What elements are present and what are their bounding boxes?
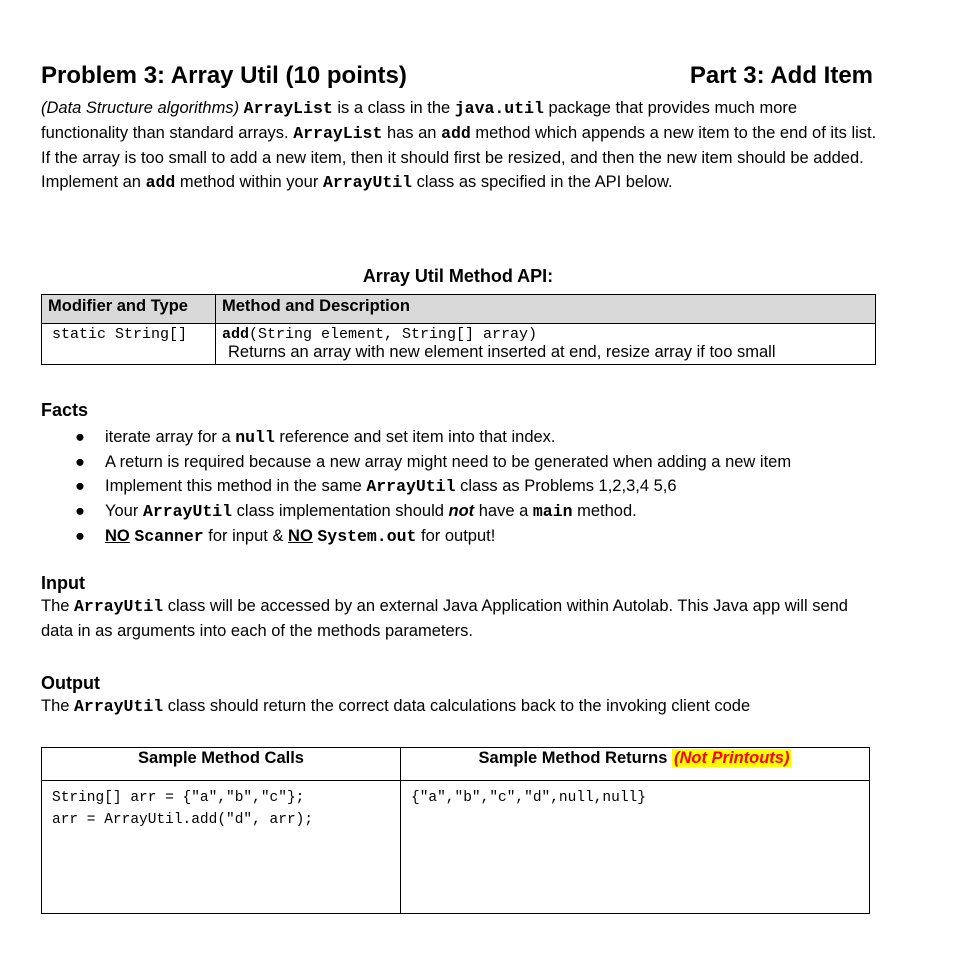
api-row-method <box>216 324 876 365</box>
api-signature <box>222 326 869 343</box>
facts-section <box>41 400 901 549</box>
fact-text: A return is required because a new array might need to be generated when adding a new item <box>105 453 792 471</box>
output-text: The <box>41 697 75 715</box>
list-item <box>75 474 901 499</box>
code-line: {"a","b","c","d",null,null} <box>411 790 646 806</box>
sample-header-row <box>42 748 870 781</box>
api-col-method: Method and Description <box>216 295 876 324</box>
problem-title: Problem 3: Array Util (10 points) <box>41 62 407 89</box>
intro-text: has an <box>382 124 442 142</box>
fact-text: have a <box>474 502 533 520</box>
intro-text: method which appends a new item to the end of its list. If the array is too small to add a new item, then it should first be resized, and then the new item should be added. Implement an <box>41 124 877 191</box>
code-line: arr = ArrayUtil.add("d", arr); <box>52 812 314 828</box>
fact-text: Implement this method in the same <box>105 477 367 495</box>
fact-text: class as Problems 1,2,3,4 5,6 <box>455 477 677 495</box>
sample-table <box>41 747 870 914</box>
fact-code: ArrayUtil <box>142 502 233 521</box>
api-header-row <box>42 295 876 324</box>
api-row-modifier: static String[] <box>42 324 216 365</box>
fact-code: main <box>532 502 573 521</box>
fact-text: method. <box>572 502 637 520</box>
output-text: class should return the correct data calculations back to the invoking client code <box>163 697 751 715</box>
input-heading: Input <box>41 573 85 593</box>
sample-col-calls: Sample Method Calls <box>42 748 401 781</box>
input-code: ArrayUtil <box>74 597 164 616</box>
list-item <box>75 524 901 549</box>
intro-code: ArrayList <box>293 124 383 143</box>
intro-text: is a class in the <box>332 99 455 117</box>
intro-code: ArrayUtil <box>322 173 413 192</box>
part-title: Part 3: Add Item <box>689 62 873 89</box>
api-method-name: add <box>222 326 250 343</box>
intro-italic: (Data Structure algorithms) <box>41 99 240 117</box>
fact-text: Your <box>105 502 143 520</box>
output-heading: Output <box>41 673 100 693</box>
api-table <box>41 294 876 365</box>
not-printouts-badge: (Not Printouts) <box>673 749 790 767</box>
bullet-icon: ● <box>75 428 85 446</box>
api-heading: Array Util Method API: <box>362 266 554 286</box>
fact-text: iterate array for a <box>105 428 236 446</box>
intro-code: java.util <box>454 99 544 118</box>
fact-emphasis: not <box>448 502 475 520</box>
api-col-modifier: Modifier and Type <box>42 295 216 324</box>
bullet-icon: ● <box>75 477 85 495</box>
list-item <box>75 450 901 474</box>
input-section <box>41 573 881 643</box>
api-description: Returns an array with new element inserted at end, resize array if too small <box>228 343 776 361</box>
sample-calls-cell <box>42 781 401 914</box>
intro-code: ArrayList <box>243 99 333 118</box>
fact-code: System.out <box>317 527 417 546</box>
code-line: String[] arr = {"a","b","c"}; <box>52 790 305 806</box>
fact-code: ArrayUtil <box>366 477 456 496</box>
fact-no: NO <box>288 527 313 545</box>
fact-text: for input & <box>203 527 289 545</box>
output-section <box>41 673 881 719</box>
intro-code: add <box>145 173 176 192</box>
list-item <box>75 499 901 524</box>
api-method-params: (String element, String[] array) <box>249 326 538 343</box>
intro-text: package that provides much more functionality than standard arrays. <box>41 99 798 142</box>
sample-col-returns <box>401 748 870 781</box>
bullet-icon: ● <box>75 453 85 471</box>
facts-heading: Facts <box>41 400 89 420</box>
list-item <box>75 425 901 450</box>
output-paragraph <box>41 694 881 719</box>
bullet-icon: ● <box>75 502 85 520</box>
intro-code: add <box>441 124 471 143</box>
intro-text: class as specified in the API below. <box>412 173 673 191</box>
title-row <box>41 62 873 96</box>
intro-text: method within your <box>175 173 323 191</box>
output-code: ArrayUtil <box>74 697 164 716</box>
fact-no: NO <box>105 527 130 545</box>
input-paragraph <box>41 594 881 643</box>
sample-row <box>42 781 870 914</box>
input-text: The <box>41 597 75 615</box>
sample-returns-label: Sample Method Returns <box>478 749 668 767</box>
facts-list <box>41 425 901 549</box>
fact-text: for output! <box>416 527 496 545</box>
input-text: class will be accessed by an external Java Application within Autolab. This Java app will send data in as arguments into each of the methods parameters. <box>41 597 848 640</box>
fact-text: reference and set item into that index. <box>274 428 556 446</box>
fact-text: class implementation should <box>232 502 449 520</box>
fact-code: null <box>235 428 275 447</box>
sample-returns-cell <box>401 781 870 914</box>
bullet-icon: ● <box>75 527 85 545</box>
intro-paragraph <box>41 96 881 195</box>
api-row <box>42 324 876 365</box>
fact-code: Scanner <box>134 527 204 546</box>
